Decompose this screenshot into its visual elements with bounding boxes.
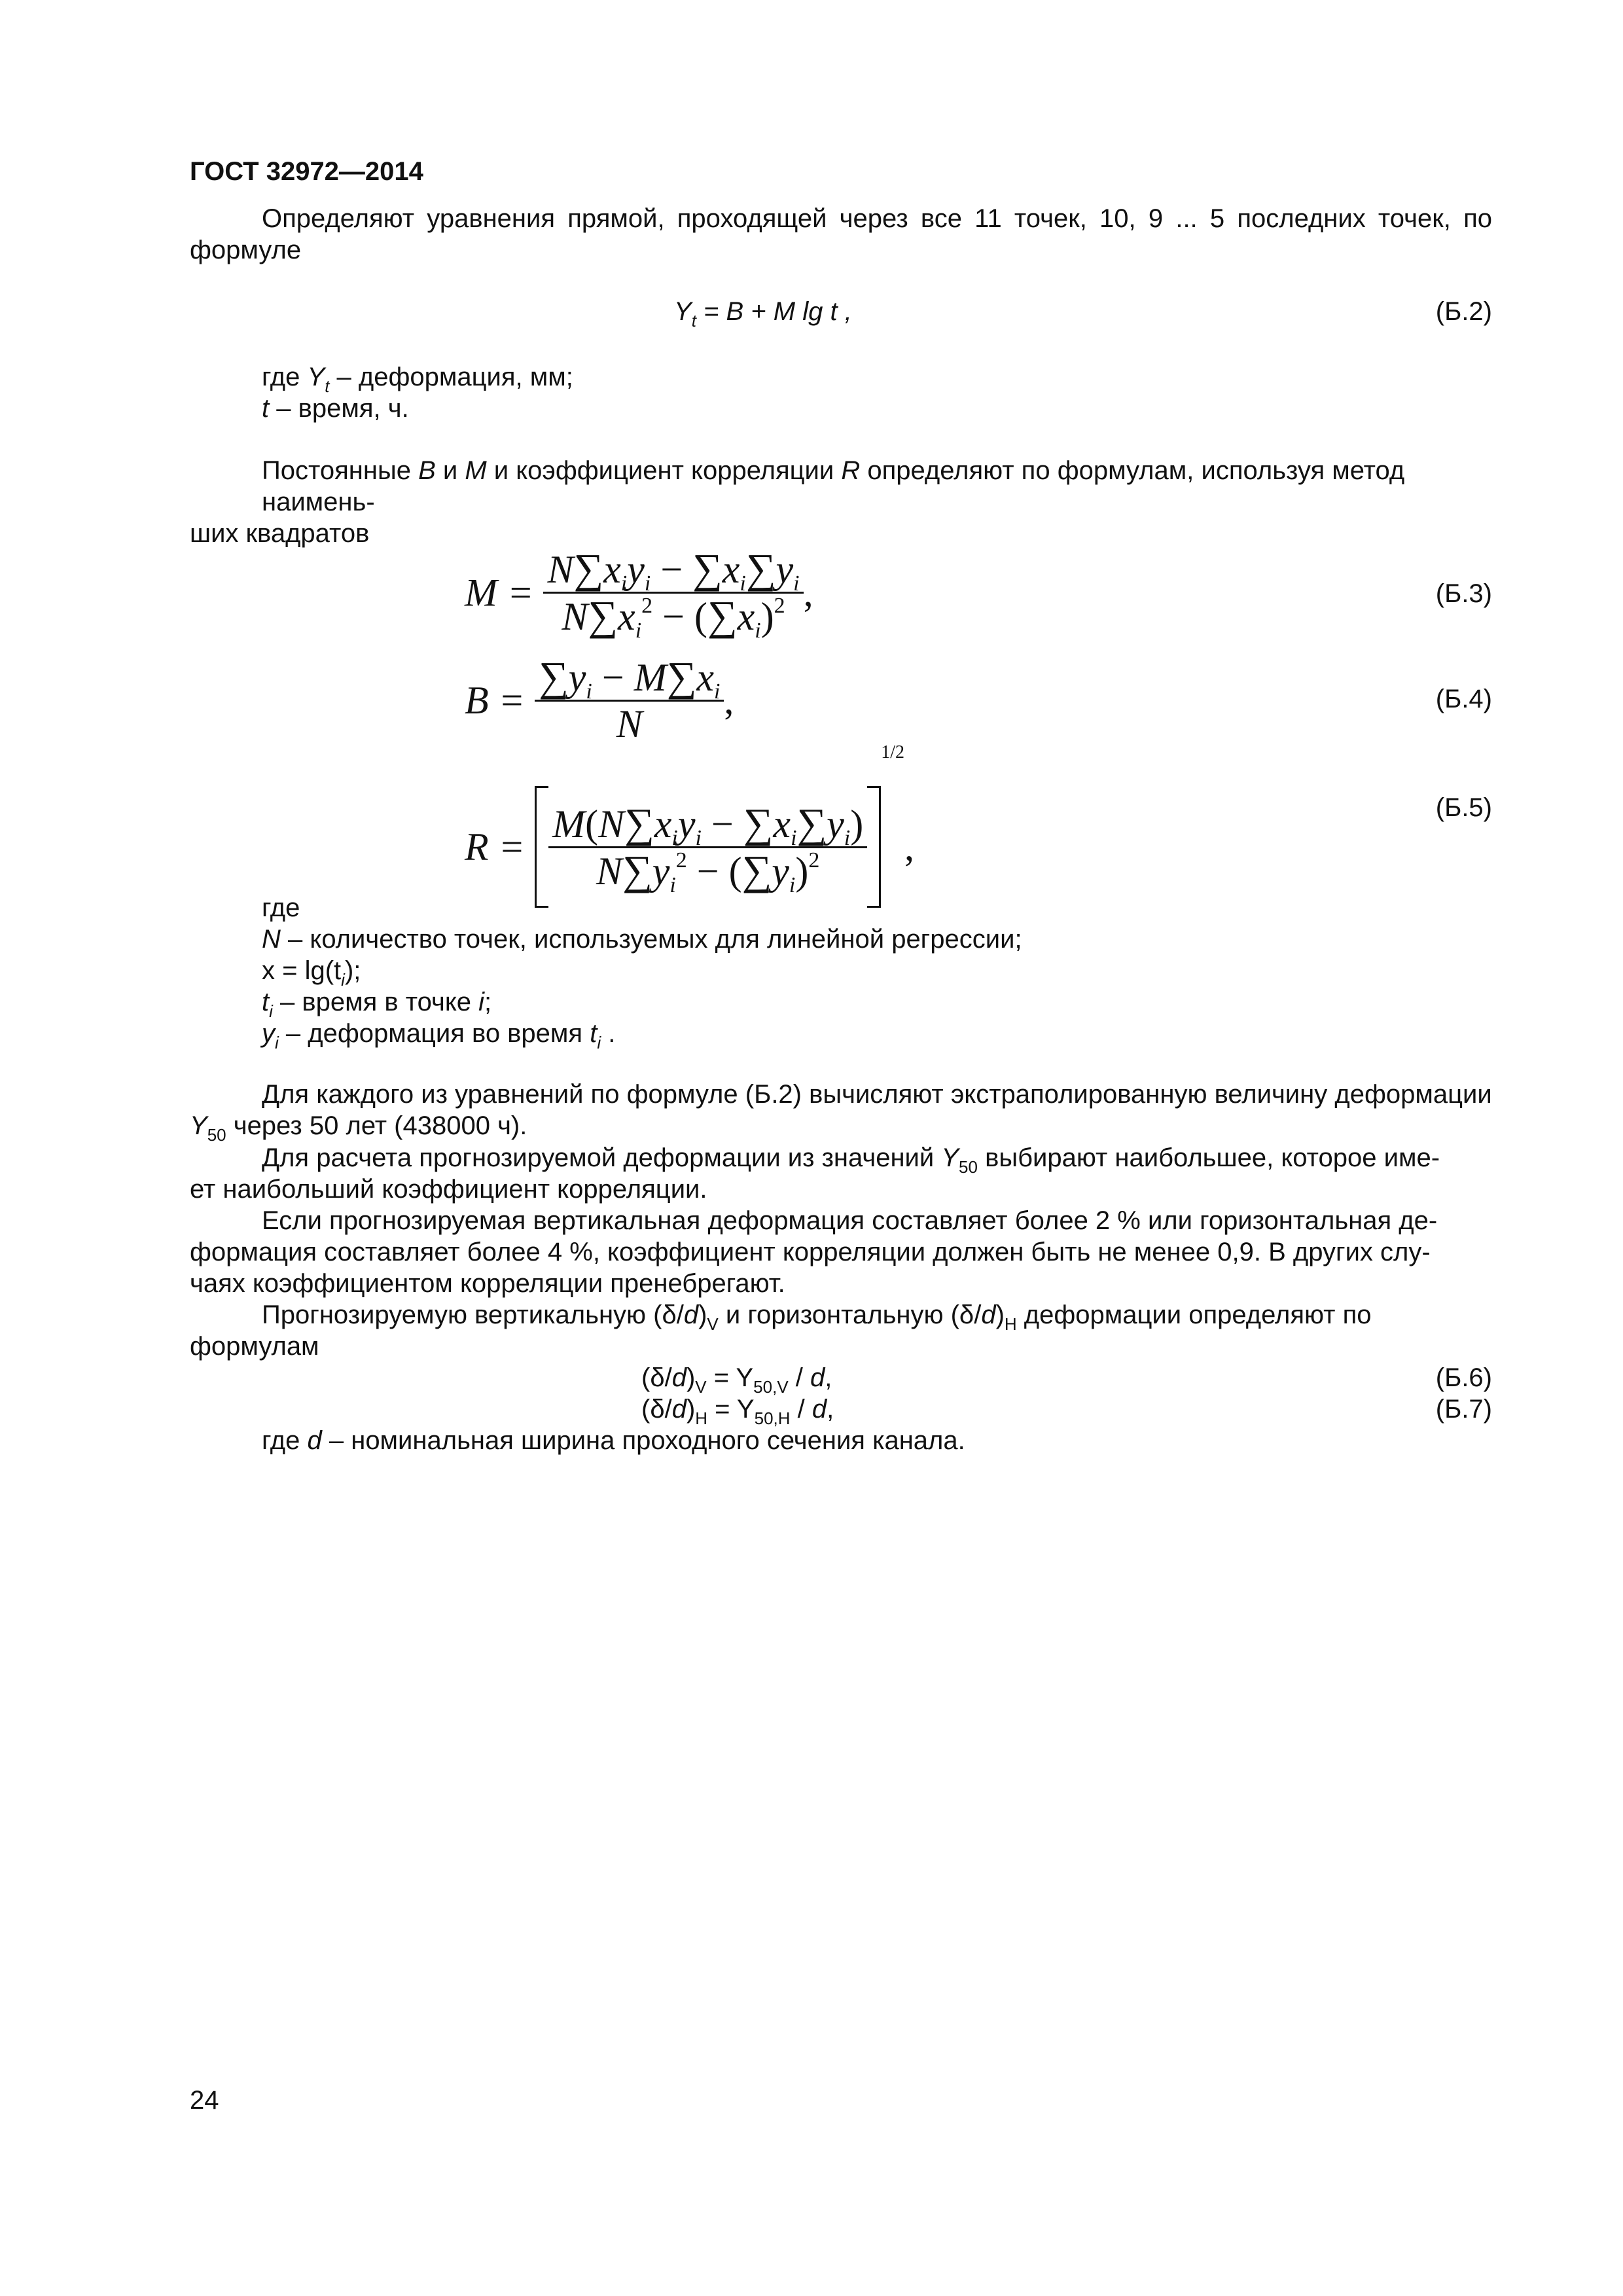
paragraph-correlation: Если прогнозируемая вертикальная деформация составляет более 2 % или горизонтальная де- формация составляет более 4 %, коэффициент корреляции должен быть не менее 0,9. В других слу- чаях коэффициентом корреляции пренебрегают. bbox=[190, 1206, 1438, 1298]
equation-b5 bbox=[190, 742, 1492, 897]
equation-number: (Б.6) bbox=[1435, 1363, 1492, 1392]
equation-number: (Б.3) bbox=[1435, 579, 1492, 608]
equation-b2 bbox=[190, 296, 1492, 329]
equation-b7 bbox=[190, 1393, 1492, 1428]
where-deformation: где $Y_t$ – деформация, мм; bbox=[262, 363, 573, 396]
paragraph-intro: Определяют уравнения прямой, проходящей через все 11 точек, 10, 9 ... 5 последних точек, по формуле bbox=[190, 204, 1492, 264]
equation-b3 bbox=[190, 547, 1492, 651]
where-nominal-width: где d – номинальная ширина проходного сечения канала. bbox=[262, 1426, 965, 1455]
where-time: t – время, ч. bbox=[262, 394, 409, 423]
equation-b2-expression: $Y_t = B + M$ lg t , bbox=[674, 297, 852, 331]
paragraph-predicted: Прогнозируемую вертикальную $(\delta/d)_V$ и горизонтальную $(\delta/d)_H$ деформации определяют по формулам bbox=[190, 1300, 1372, 1361]
exponent-half: 1/2 bbox=[881, 742, 904, 762]
where-n: N – количество точек, используемых для линейной регрессии; bbox=[262, 925, 1022, 954]
equation-number: (Б.5) bbox=[1435, 793, 1492, 822]
equation-number: (Б.7) bbox=[1435, 1395, 1492, 1424]
paragraph-extrapolation: Для каждого из уравнений по формуле (Б.2) вычисляют экстраполированную величину деформации $Y_{50}$ через 50 лет (438000 ч). bbox=[190, 1080, 1492, 1145]
formula-r: R = $\frac{M(N\sum x_iy_i - \sum x_i\sum y_i)}{N\sum y_i^2 - (\sum y_i)^2}$ $^{1/2}$, bbox=[465, 753, 914, 908]
formula-b: B = $\frac{\sum y_i - M\sum x_i}{N}$ , bbox=[465, 653, 734, 745]
equation-number: (Б.2) bbox=[1435, 297, 1492, 326]
paragraph-constants: Постоянные B и M и коэффициент корреляции R определяют по формулам, используя метод наимень- ших квадратов bbox=[190, 456, 1405, 548]
equation-b6-expression: $(\delta/d)_V = Y_{50,V} / d$, bbox=[641, 1363, 832, 1397]
equation-b4 bbox=[190, 655, 1492, 753]
where-yi: $y_i$ – деформация во время $t_i$ . bbox=[262, 1019, 616, 1052]
page-number: 24 bbox=[190, 2086, 219, 2115]
where-intro: где bbox=[262, 893, 300, 922]
where-ti: $t_i$ – время в точке i; bbox=[262, 988, 492, 1021]
equation-b6 bbox=[190, 1362, 1492, 1397]
equation-b7-expression: $(\delta/d)_H = Y_{50,H} / d$, bbox=[641, 1395, 834, 1428]
where-x: $x = \lg(t_i)$; bbox=[262, 956, 361, 990]
standard-code: ГОСТ 32972—2014 bbox=[190, 157, 423, 186]
equation-number: (Б.4) bbox=[1435, 685, 1492, 713]
paragraph-forecast: Для расчета прогнозируемой деформации из значений $Y_{50}$ выбирают наибольшее, которое име- ет наибольший коэффициент корреляции. bbox=[190, 1143, 1440, 1204]
formula-m: M = $\frac{N\sum x_iy_i - \sum x_i\sum y_i}{N\sum x_i^2 - (\sum x_i)^2}$ , bbox=[465, 545, 813, 643]
